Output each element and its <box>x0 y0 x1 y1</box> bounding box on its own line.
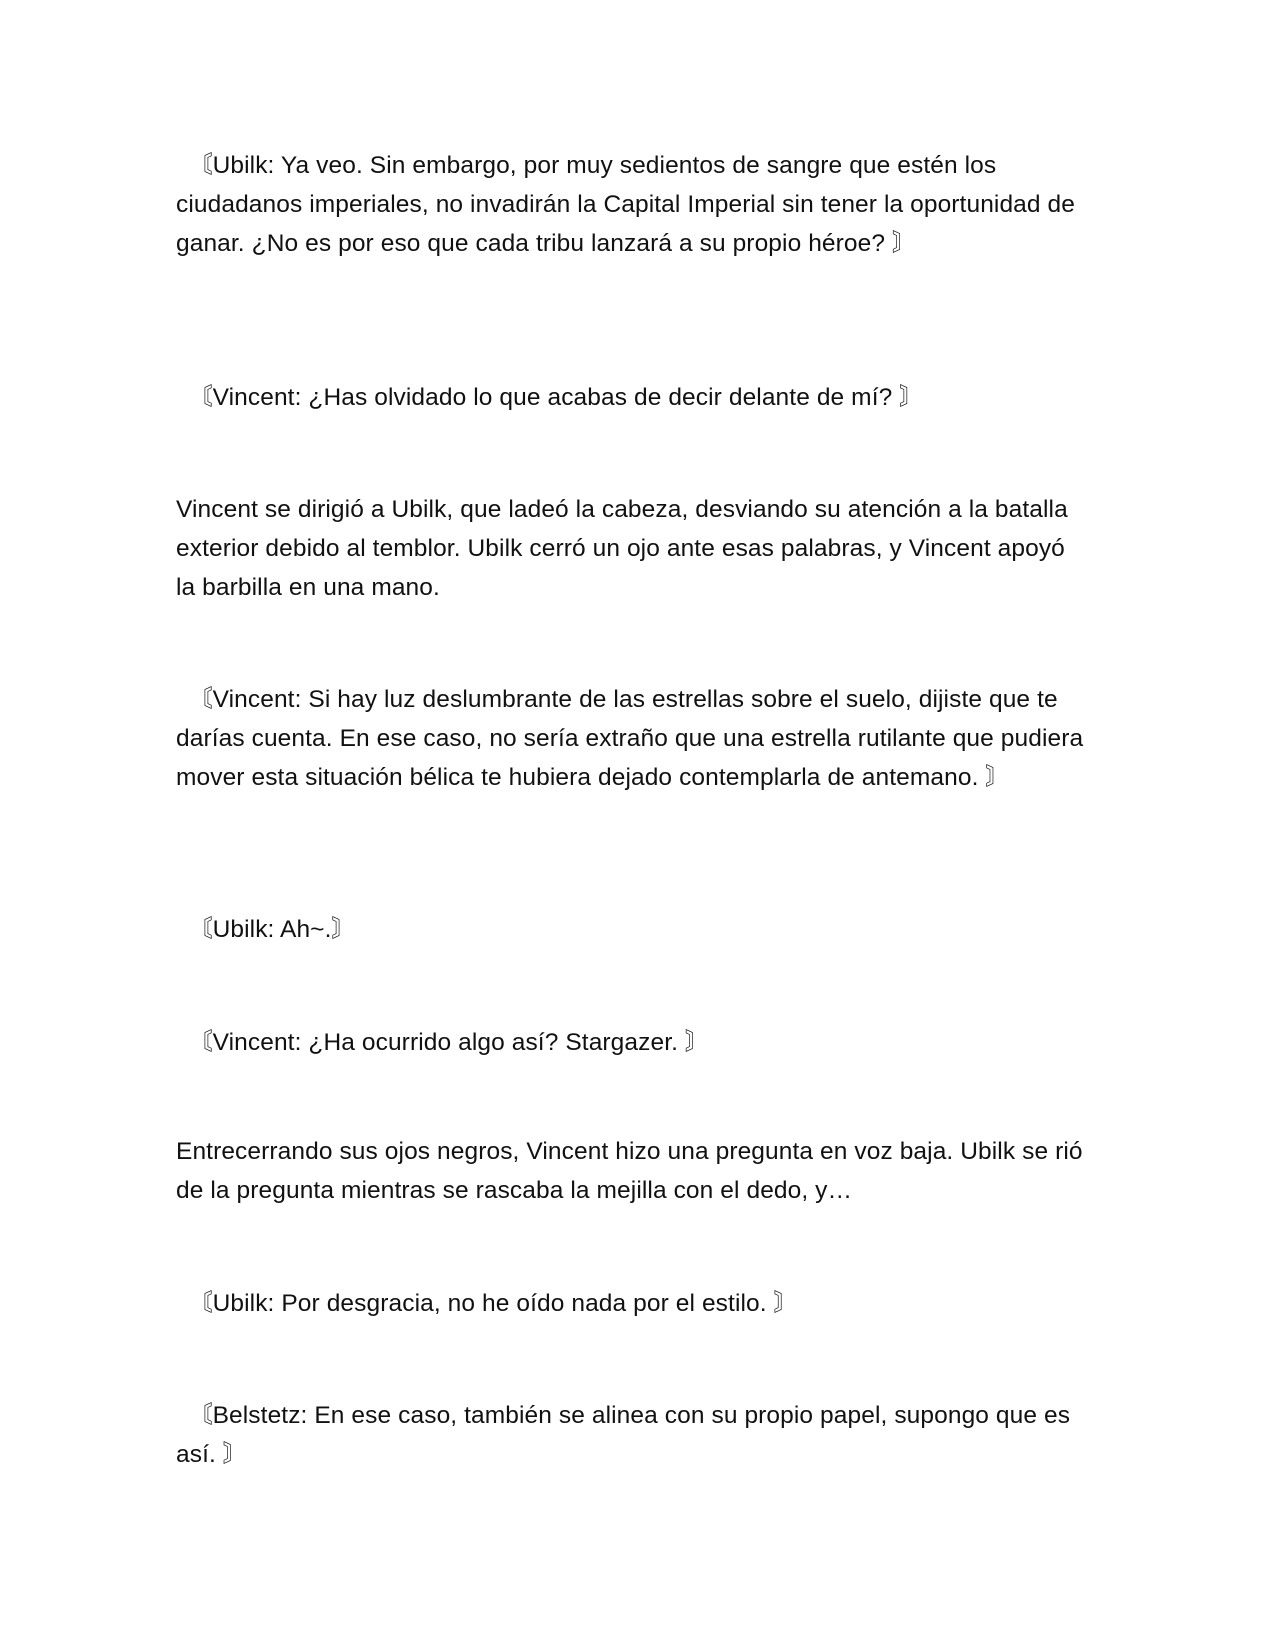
dialogue-paragraph: 〘Ubilk: Ah~.〙 <box>188 916 357 943</box>
dialogue-paragraph: 〘Ubilk: Por desgracia, no he oído nada por el estilo. 〙 <box>188 1290 799 1317</box>
dialogue-paragraph: 〘Vincent: Si hay luz deslumbrante de las estrellas sobre el suelo, dijiste que te darías cuenta. En ese caso, no sería extraño que una estrella rutilante que pudiera mover esta situación bélica te hubiera dejado contemplarla de antemano. 〙 <box>176 686 1084 791</box>
dialogue-paragraph: 〘Vincent: ¿Has olvidado lo que acabas de decir delante de mí? 〙 <box>188 384 924 411</box>
dialogue-paragraph: 〘Vincent: ¿Ha ocurrido algo así? Stargazer. 〙 <box>188 1029 710 1056</box>
dialogue-paragraph: 〘Belstetz: En ese caso, también se alinea con su propio papel, supongo que es así. 〙 <box>176 1402 1071 1468</box>
dialogue-paragraph: 〘Ubilk: Ya veo. Sin embargo, por muy sedientos de sangre que estén los ciudadanos imperiales, no invadirán la Capital Imperial sin tener la oportunidad de ganar. ¿No es por eso que cada tribu lanzará a su propio héroe? 〙 <box>176 152 1075 257</box>
narration-paragraph: Vincent se dirigió a Ubilk, que ladeó la cabeza, desviando su atención a la batalla exterior debido al temblor. Ubilk cerró un ojo ante esas palabras, y Vincent apoyó la barbilla en una mano. <box>176 496 1068 601</box>
narration-paragraph: Entrecerrando sus ojos negros, Vincent hizo una pregunta en voz baja. Ubilk se rió de la pregunta mientras se rascaba la mejilla con el dedo, y… <box>176 1138 1083 1204</box>
